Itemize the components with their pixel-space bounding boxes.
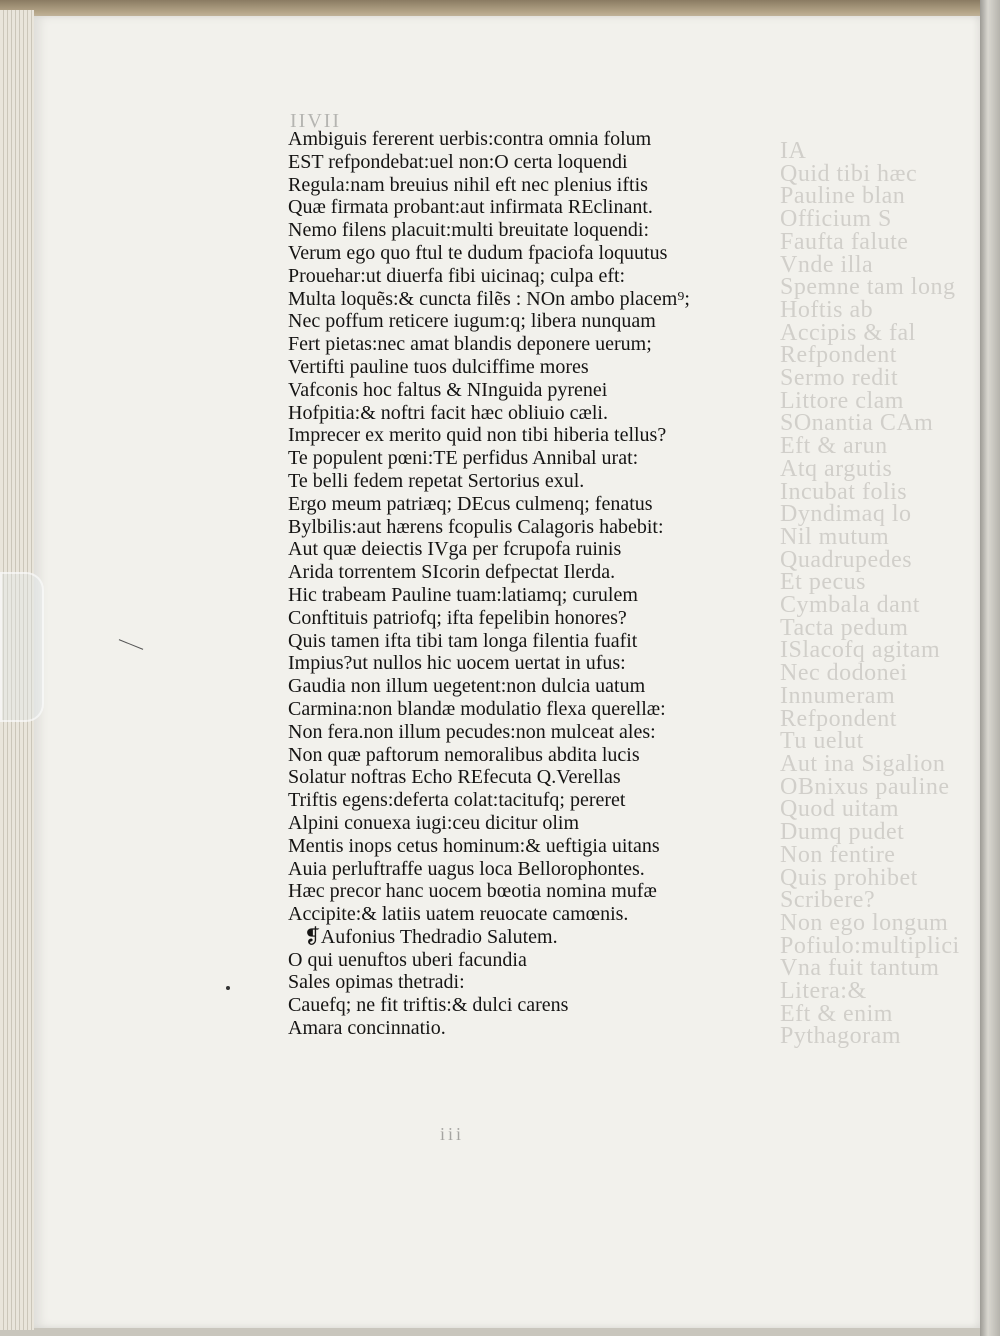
bleed-line: Dumq pudet (780, 819, 905, 846)
bleed-line: Innumeram (780, 682, 896, 709)
bleed-line: Cymbala dant (780, 592, 920, 619)
text-line: Bylbilis:aut hærens fcopulis Calagoris habebit: (288, 515, 664, 538)
bleed-line: Littore clam (780, 387, 904, 414)
bleed-line: Refpondent (780, 342, 897, 369)
text-line: Impius?ut nullos hic uocem uertat in ufus: (288, 652, 626, 675)
bleed-line: Eft & enim (780, 1000, 893, 1027)
text-line: Arida torrentem SIcorin defpectat Ilerda. (288, 561, 616, 584)
text-line: Non quæ paftorum nemoralibus abdita lucis (288, 743, 640, 766)
bleed-line: Non ego longum (780, 909, 949, 936)
text-line: Verum ego quo ftul te dudum fpaciofa loquutus (288, 241, 668, 264)
bleed-line: IA (780, 140, 807, 164)
text-line: Gaudia non illum uegetent:non dulcia uatum (288, 675, 646, 698)
bleed-line: ISlacofq agitam (780, 637, 941, 664)
bleed-line: OBnixus pauline (780, 773, 950, 800)
book-clasp (0, 572, 44, 722)
text-line: Vafconis hoc faltus & NInguida pyrenei (288, 378, 608, 401)
bleed-line: Spemne tam long (780, 274, 956, 301)
text-line: Ambiguis fererent uerbis:contra omnia folum (288, 128, 652, 150)
text-line: Fert pietas:nec amat blandis deponere uerum; (288, 333, 652, 356)
bleed-line: Eft & arun (780, 433, 888, 460)
text-line: Multa loquẽs:& cuncta filẽs : NOn ambo placem⁹; (288, 287, 690, 310)
text-line: Te belli fedem repetat Sertorius exul. (288, 469, 585, 492)
text-line: Regula:nam breuius nihil eft nec plenius iftis (288, 173, 648, 196)
bleed-line: Dyndimaq lo (780, 501, 912, 528)
text-line: Quis tamen ifta tibi tam longa filentia fuafit (288, 629, 638, 652)
text-line: Auia perluftraffe uagus loca Bellorophontes. (288, 857, 645, 880)
running-head: IIVII (290, 110, 342, 132)
text-line: Imprecer ex merito quid non tibi hiberia tellus? (288, 424, 667, 447)
bleed-line: Tu uelut (780, 728, 864, 755)
text-line: Te populent pœni:TE perfidus Annibal urat: (288, 447, 639, 470)
text-line: Aut quæ deiectis IVga per fcrupofa ruinis (288, 538, 622, 561)
bleed-line: SOnantia CAm (780, 410, 934, 437)
bleed-line: Nec dodonei (780, 660, 908, 687)
text-line: Mentis inops cetus hominum:& ueftigia uitans (288, 834, 660, 857)
bleed-line: Vna fuit tantum (780, 955, 940, 982)
bleed-line: Quod uitam (780, 796, 899, 823)
bleed-line: Litera:& (780, 978, 867, 1005)
text-line: Nemo filens placuit:multi breuitate loquendi: (288, 219, 650, 242)
text-line: Ergo meum patriæq; DEcus culmenq; fenatus (288, 492, 653, 515)
book-fore-edge (980, 0, 1000, 1336)
bleed-line: Vnde illa (780, 251, 874, 278)
bleed-line: Pauline blan (780, 183, 906, 210)
bleed-line: Officium S (780, 206, 892, 233)
text-line: Prouehar:ut diuerfa fibi uicinaq; culpa eft: (288, 264, 626, 287)
text-line: O qui uenuftos uberi facundia (288, 948, 527, 971)
text-line: Sales opimas thetradi: (288, 971, 465, 994)
bleed-line: Accipis & fal (780, 319, 916, 346)
bleed-line: Scribere? (780, 887, 876, 914)
text-line: Accipite:& latiis uatem reuocate camœnis. (288, 903, 629, 926)
text-line: Hic trabeam Pauline tuam:latiamq; curulem (288, 583, 638, 606)
bleed-line: Nil mutum (780, 523, 890, 550)
text-line: ❡Aufonius Thedradio Salutem. (304, 925, 558, 948)
bleed-line: Et pecus (780, 569, 866, 596)
signature-mark: iii (440, 1124, 465, 1144)
bleed-line: Faufta falute (780, 228, 909, 255)
bleed-line: Hoftis ab (780, 296, 874, 323)
bleed-line: Atq argutis (780, 455, 893, 482)
bleed-line: Sermo redit (780, 365, 899, 392)
text-line: Solatur noftras Echo REfecuta Q.Verellas (288, 766, 621, 789)
text-line: Amara concinnatio. (288, 1017, 446, 1040)
text-line: Alpini conuexa iugi:ceu dicitur olim (288, 811, 580, 834)
text-line: Carmina:non blandæ modulatio flexa querellæ: (288, 697, 666, 720)
bleed-through-text (780, 140, 980, 1140)
text-line: Cauefq; ne fit triftis:& dulci carens (288, 994, 569, 1017)
bleed-line: Refpondent (780, 705, 897, 732)
text-line: Conftituis patriofq; ifta fepelibin honores? (288, 606, 627, 629)
text-line: Non fera.non illum pecudes:non mulceat ales: (288, 720, 656, 743)
text-line: EST refpondebat:uel non:O certa loquendi (288, 150, 628, 173)
text-line: Quæ firmata probant:aut infirmata REclinant. (288, 196, 653, 219)
verse-text (288, 128, 788, 1040)
bleed-line: Aut ina Sigalion (780, 750, 946, 777)
text-line: Triftis egens:deferta colat:tacitufq; pereret (288, 789, 626, 812)
bleed-line: Pofiulo:multiplici (780, 932, 960, 959)
bleed-line: Quadrupedes (780, 546, 913, 573)
text-line: Nec poffum reticere iugum:q; libera nunquam (288, 310, 656, 333)
text-line: Hofpitia:& noftri facit hæc obliuio cæli. (288, 401, 608, 424)
text-line: Hæc precor hanc uocem bœotia nomina mufæ (288, 880, 657, 903)
bleed-line: Quid tibi hæc (780, 160, 918, 187)
bleed-line: Pythagoram (780, 1023, 901, 1050)
bleed-line: Quis prohibet (780, 864, 918, 891)
ink-dot (226, 986, 230, 990)
text-line: Vertifti pauline tuos dulciffime mores (288, 355, 589, 378)
bleed-line: Tacta pedum (780, 614, 909, 641)
bleed-line: Incubat folis (780, 478, 908, 505)
bleed-line: Non fentire (780, 841, 896, 868)
